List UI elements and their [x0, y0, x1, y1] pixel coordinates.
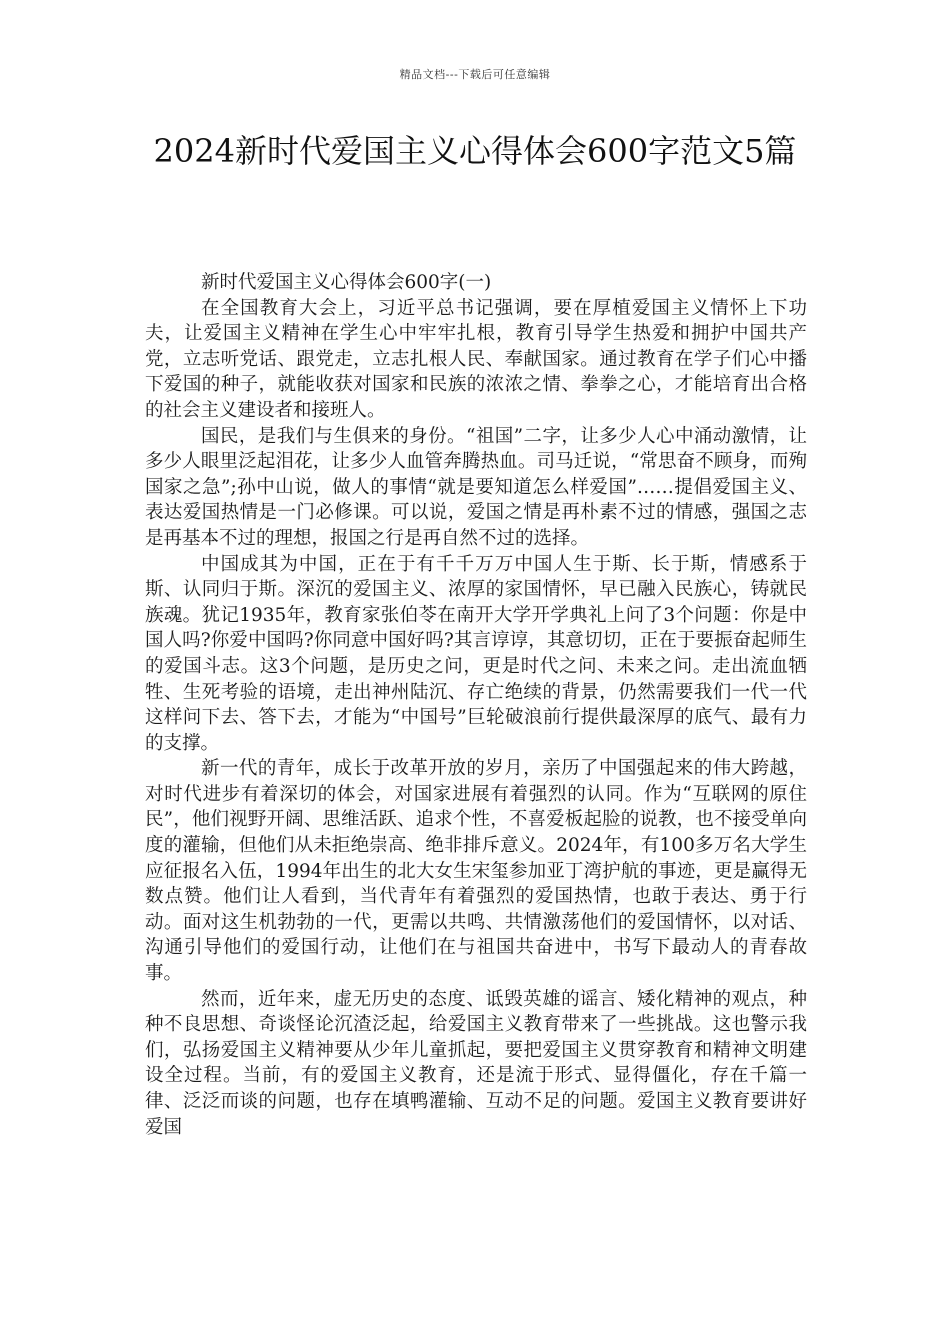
paragraph-3: 中国成其为中国，正在于有千千万万中国人生于斯、长于斯，情感系于斯、认同归于斯。深沉的爱国主义、浓厚的家国情怀，早已融入民族心，铸就民族魂。犹记1935年，教育家张伯苓在南开大学开学典礼上问了3个问题：你是中国人吗?你爱中国吗?你同意中国好吗?其言谆谆，其意切切，正在于要振奋起师生的爱国斗志。这3个问题，是历史之问，更是时代之问、未来之问。走出流血牺牲、生死考验的语境，走出神州陆沉、存亡绝续的背景，仍然需要我们一代一代这样问下去、答下去，才能为“中国号”巨轮破浪前行提供最深厚的底气、最有力的支撑。: [145, 553, 807, 754]
page-header: 精品文档---下载后可任意编辑: [399, 68, 551, 81]
section-heading: 新时代爱国主义心得体会600字(一): [201, 272, 492, 293]
document-body: [145, 270, 807, 1140]
document-title: 2024新时代爱国主义心得体会600字范文5篇: [153, 132, 797, 170]
paragraph-5: 然而，近年来，虚无历史的态度、诋毁英雄的谣言、矮化精神的观点，种种不良思想、奇谈怪论沉渣泛起，给爱国主义教育带来了一些挑战。这也警示我们，弘扬爱国主义精神要从少年儿童抓起，要把爱国主义贯穿教育和精神文明建设全过程。当前，有的爱国主义教育，还是流于形式、显得僵化，存在千篇一律、泛泛而谈的问题，也存在填鸭灌输、互动不足的问题。爱国主义教育要讲好爱国: [145, 988, 807, 1138]
paragraph-1: 在全国教育大会上，习近平总书记强调，要在厚植爱国主义情怀上下功夫，让爱国主义精神在学生心中牢牢扎根，教育引导学生热爱和拥护中国共产党，立志听党话、跟党走，立志扎根人民、奉献国家。通过教育在学子们心中播下爱国的种子，就能收获对国家和民族的浓浓之情、拳拳之心，才能培育出合格的社会主义建设者和接班人。: [145, 297, 807, 421]
paragraph-4: 新一代的青年，成长于改革开放的岁月，亲历了中国强起来的伟大跨越，对时代进步有着深切的体会，对国家进展有着强烈的认同。作为“互联网的原住民”，他们视野开阔、思维活跃、追求个性，不喜爱板起脸的说教，也不接受单向度的灌输，但他们从未拒绝崇高、绝非排斥意义。2024年，有100多万名大学生应征报名入伍，1994年出生的北大女生宋玺参加亚丁湾护航的事迹，更是赢得无数点赞。他们让人看到，当代青年有着强烈的爱国热情，也敢于表达、勇于行动。面对这生机勃勃的一代，更需以共鸣、共情激荡他们的爱国情怀，以对话、沟通引导他们的爱国行动，让他们在与祖国共奋进中，书写下最动人的青春故事。: [145, 758, 807, 985]
paragraph-2: 国民，是我们与生俱来的身份。“祖国”二字，让多少人心中涌动激情，让多少人眼里泛起泪花，让多少人血管奔腾热血。司马迁说，“常思奋不顾身，而殉国家之急”;孙中山说，做人的事情“就是要知道怎么样爱国”……提倡爱国主义、表达爱国热情是一门必修课。可以说，爱国之情是再朴素不过的情感，强国之志是再基本不过的理想，报国之行是再自然不过的选择。: [145, 425, 807, 549]
